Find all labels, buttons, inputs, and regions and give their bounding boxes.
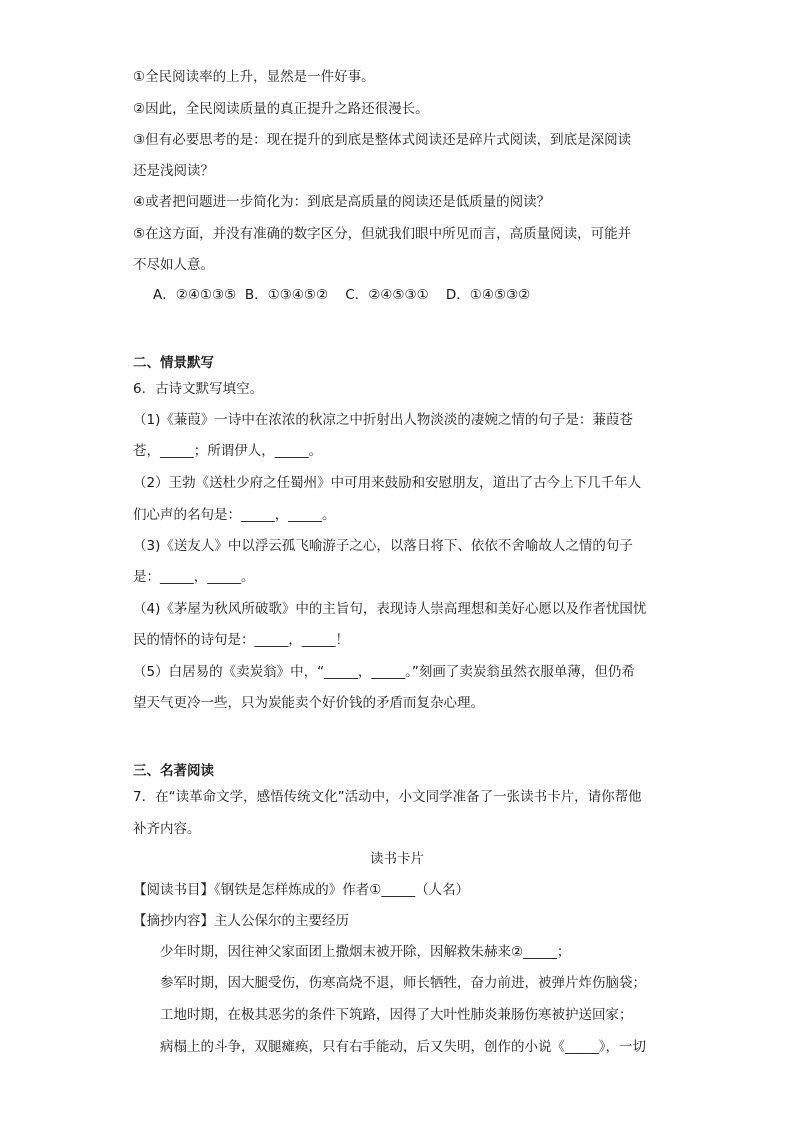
card-item: 工地时期，在极其恶劣的条件下筑路，因得了大叶性肺炎兼肠伤寒被护送回家； <box>160 1007 633 1023</box>
q5-sentence-4: ④或者把问题进一步简化为：到底是高质量的阅读还是低质量的阅读？ <box>133 194 551 210</box>
q6-line: （4)《茅屋为秋风所破歌》中的主旨句，表现诗人崇高理想和美好心愿以及作者忧国忧 <box>133 601 647 617</box>
q7-stem-cont: 补齐内容。 <box>133 821 201 837</box>
section-3-title: 三、名著阅读 <box>133 763 214 779</box>
q6-line: 望天气更冷一些，只为炭能卖个好价钱的矛盾而复杂心理。 <box>133 695 484 711</box>
card-item: 少年时期，因往神父家面团上撒烟末被开除，因解救朱赫来②_____； <box>160 944 571 960</box>
q6-line: （5）白居易的《卖炭翁》中，“_____，_____。”刻画了卖炭翁虽然衣服单薄，但仍希 <box>133 664 635 680</box>
q5-sentence-5-cont: 不尽如人意。 <box>133 257 214 273</box>
card-book-line: 【阅读书目】《钢铁是怎样炼成的》作者①_____（人名） <box>133 882 470 898</box>
q6-line: （2）王勃《送杜少府之任蜀州》中可用来鼓励和安慰朋友，道出了古今上下几千年人 <box>133 475 642 491</box>
q7-stem: 7．在“读革命文学，感悟传统文化”活动中，小文同学准备了一张读书卡片，请你帮他 <box>133 789 642 805</box>
q6-line: （3)《送友人》中以浮云孤飞喻游子之心，以落日将下、依依不舍喻故人之情的句子 <box>133 538 633 554</box>
card-excerpt-heading: 【摘抄内容】主人公保尔的主要经历 <box>133 913 349 929</box>
card-title: 读书卡片 <box>370 851 424 867</box>
q6-line: 苍，_____；所谓伊人，_____。 <box>133 443 322 459</box>
q5-sentence-1: ①全民阅读率的上升，显然是一件好事。 <box>133 69 375 85</box>
q5-sentence-3-cont: 还是浅阅读？ <box>133 163 214 179</box>
card-item: 病榻上的斗争，双腿瘫痪，只有右手能动，后又失明，创作的小说《_____》，一切 <box>160 1039 646 1055</box>
q6-stem: 6．古诗文默写填空。 <box>133 381 264 397</box>
q6-line: 们心声的名句是：_____，_____。 <box>133 507 336 523</box>
q6-line: 民的情怀的诗句是：_____，_____！ <box>133 632 349 648</box>
q6-line: 是：_____，_____。 <box>133 569 255 585</box>
q5-sentence-3: ③但有必要思考的是：现在提升的到底是整体式阅读还是碎片式阅读，到底是深阅读 <box>133 132 632 148</box>
q5-options: A．②④①③⑤ B．①③④⑤② C．②④⑤③① D．①④⑤③② <box>153 287 531 303</box>
q6-line: （1)《蒹葭》一诗中在浓浓的秋凉之中折射出人物淡淡的凄婉之情的句子是：蒹葭苍 <box>133 412 633 428</box>
q5-sentence-5: ⑤在这方面，并没有准确的数字区分，但就我们眼中所见而言，高质量阅读，可能并 <box>133 226 632 242</box>
q5-sentence-2: ②因此，全民阅读质量的真正提升之路还很漫长。 <box>133 101 429 117</box>
card-item: 参军时期，因大腿受伤，伤寒高烧不退，师长牺牲，奋力前进，被弹片炸伤脑袋； <box>160 975 646 991</box>
section-2-title: 二、情景默写 <box>133 355 214 371</box>
